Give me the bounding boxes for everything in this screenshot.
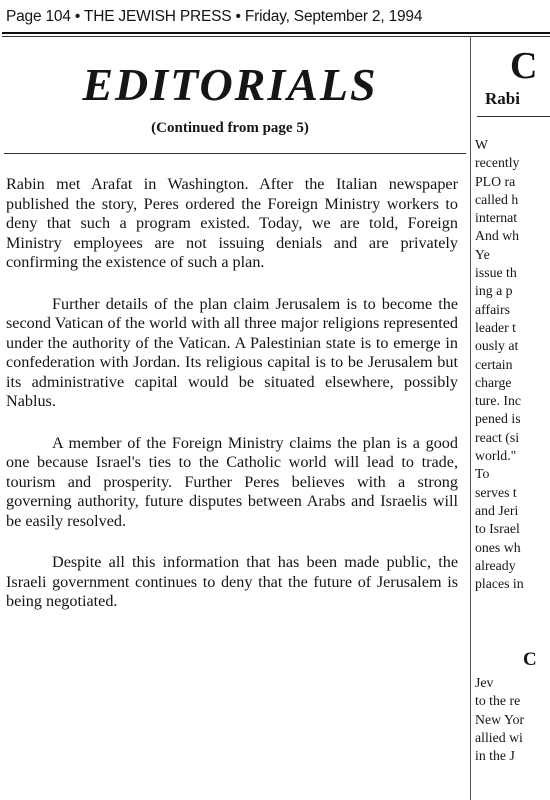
adjacent-text-line: ing a p — [475, 283, 513, 299]
adjacent-text-line: certain — [475, 356, 513, 372]
column-divider — [470, 36, 471, 800]
masthead-rule — [2, 32, 550, 34]
adjacent-rule — [477, 116, 550, 117]
adjacent-text-line: leader t — [475, 319, 516, 335]
adjacent-text-2 — [475, 674, 550, 765]
title-rule — [4, 153, 466, 154]
adjacent-text — [475, 136, 550, 593]
adjacent-text-line: serves t — [475, 484, 517, 500]
adjacent-text-line: to the re — [475, 693, 521, 709]
adjacent-text-line: react (si — [475, 429, 520, 445]
adjacent-text-line: internat — [475, 210, 518, 226]
adjacent-text-line: To — [475, 466, 490, 482]
adjacent-headline: C — [510, 45, 538, 87]
continued-note: (Continued from page 5) — [151, 120, 309, 136]
adjacent-text-line: And wh — [475, 228, 520, 244]
paragraph-1: Rabin met Arafat in Washington. After the Italian newspaper published the story, Peres ordered the Foreign Ministry workers to deny that such a program existed. Today, we are told, Foreign Ministry employees are not issuing denials and are privately confirming the existence of such a plan. — [6, 175, 458, 271]
adjacent-text-line: ously at — [475, 338, 519, 354]
editorial-body — [6, 175, 458, 634]
adjacent-text-line: ones wh — [475, 539, 521, 555]
page-masthead: Page 104 • THE JEWISH PRESS • Friday, September 2, 1994 — [6, 8, 423, 25]
adjacent-text-line: pened is — [475, 411, 521, 427]
adjacent-text-line: affairs — [475, 301, 510, 317]
adjacent-text-line: ture. Inc — [475, 393, 521, 409]
adjacent-column — [473, 36, 550, 800]
adjacent-text-line: New Yor — [475, 711, 525, 727]
adjacent-text-line: and Jeri — [475, 502, 519, 518]
adjacent-text-line: already — [475, 557, 516, 573]
adjacent-text-line: world." — [475, 448, 517, 464]
section-title: EDITORIALS — [82, 59, 378, 110]
adjacent-text-line: Ye — [475, 246, 490, 262]
masthead-rule-thin — [2, 36, 550, 37]
adjacent-text-line: recently — [475, 155, 520, 171]
adjacent-text-line: Jev — [475, 675, 494, 690]
adjacent-text-line: allied wi — [475, 729, 523, 745]
adjacent-second-headline: C — [523, 649, 537, 670]
paragraph-3: A member of the Foreign Ministry claims the plan is a good one because Israel's ties to the Catholic world will lead to trade, tourism and prosperity. Further Peres believes with a strong governing authority, future disputes between Arabs and Israelis will be easily resolved. — [6, 433, 458, 530]
adjacent-text-line: issue th — [475, 265, 517, 281]
adjacent-text-line: called h — [475, 191, 519, 207]
paragraph-2: Further details of the plan claim Jerusalem is to become the second Vatican of the world with all three major religions represented under the authority of the Vatican. A Palestinian state is to emerge in confederation with Jordan. Its religious capital is to be Jerusalem but its administrative capital would be situated elsewhere, possibly Nablus. — [6, 294, 458, 410]
adjacent-text-line: places in — [475, 576, 524, 592]
adjacent-subhead: Rabi — [485, 89, 520, 108]
adjacent-text-line: W — [475, 137, 489, 152]
paragraph-4: Despite all this information that has been made public, the Israeli government continues to deny that the future of Jerusalem is being negotiated. — [6, 553, 458, 610]
adjacent-text-line: in the J — [475, 748, 515, 764]
adjacent-text-line: to Israel — [475, 521, 520, 537]
adjacent-text-line: PLO ra — [475, 173, 516, 189]
adjacent-text-line: charge — [475, 374, 512, 390]
